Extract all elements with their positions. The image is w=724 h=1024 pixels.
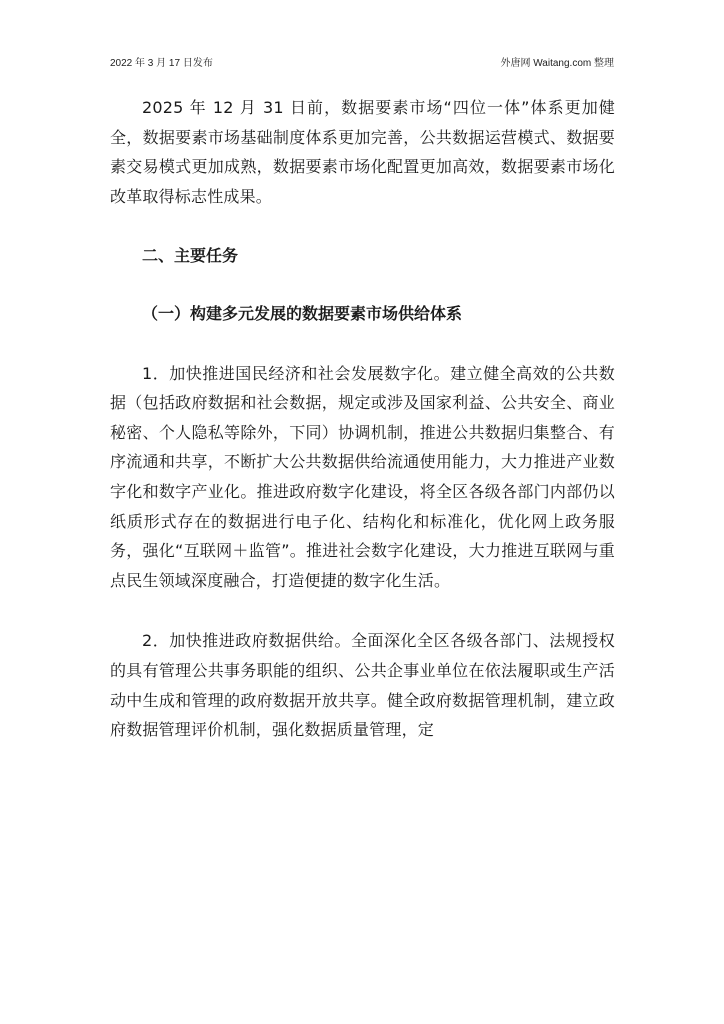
- task-paragraph-2: 2．加快推进政府数据供给。全面深化全区各级各部门、法规授权的具有管理公共事务职能的组织、公共企事业单位在依法履职或生产活动中生成和管理的政府数据开放共享。健全政府数据管理机制，建立政府数据管理评价机制，强化数据质量管理，定: [110, 631, 615, 740]
- intro-paragraph: 2025 年 12 月 31 日前，数据要素市场“四位一体”体系更加健全，数据要素市场基础制度体系更加完善，公共数据运营模式、数据要素交易模式更加成熟，数据要素市场化配置更加高效，数据要素市场化改革取得标志性成果。: [110, 98, 615, 206]
- subsection-heading: （一）构建多元发展的数据要素市场供给体系: [142, 303, 463, 323]
- page-header: [110, 54, 614, 70]
- document-body: [110, 93, 615, 745]
- task-paragraph-1: 1．加快推进国民经济和社会发展数字化。建立健全高效的公共数据（包括政府数据和社会数据，规定或涉及国家利益、公共安全、商业秘密、个人隐私等除外，下同）协调机制，推进公共数据归集整合、有序流通和共享，不断扩大公共数据供给流通使用能力，大力推进产业数字化和数字产业化。推进政府数字化建设，将全区各级各部门内部仍以纸质形式存在的数据进行电子化、结构化和标准化，优化网上政务服务，强化“互联网＋监管”。推进社会数字化建设，大力推进互联网与重点民生领域深度融合，打造便捷的数字化生活。: [110, 363, 615, 590]
- source-credit: 外唐网 Waitang.com 整理: [500, 58, 614, 69]
- publish-date: 2022 年 3 月 17 日发布: [110, 58, 213, 69]
- section-heading: 二、主要任务: [142, 246, 239, 266]
